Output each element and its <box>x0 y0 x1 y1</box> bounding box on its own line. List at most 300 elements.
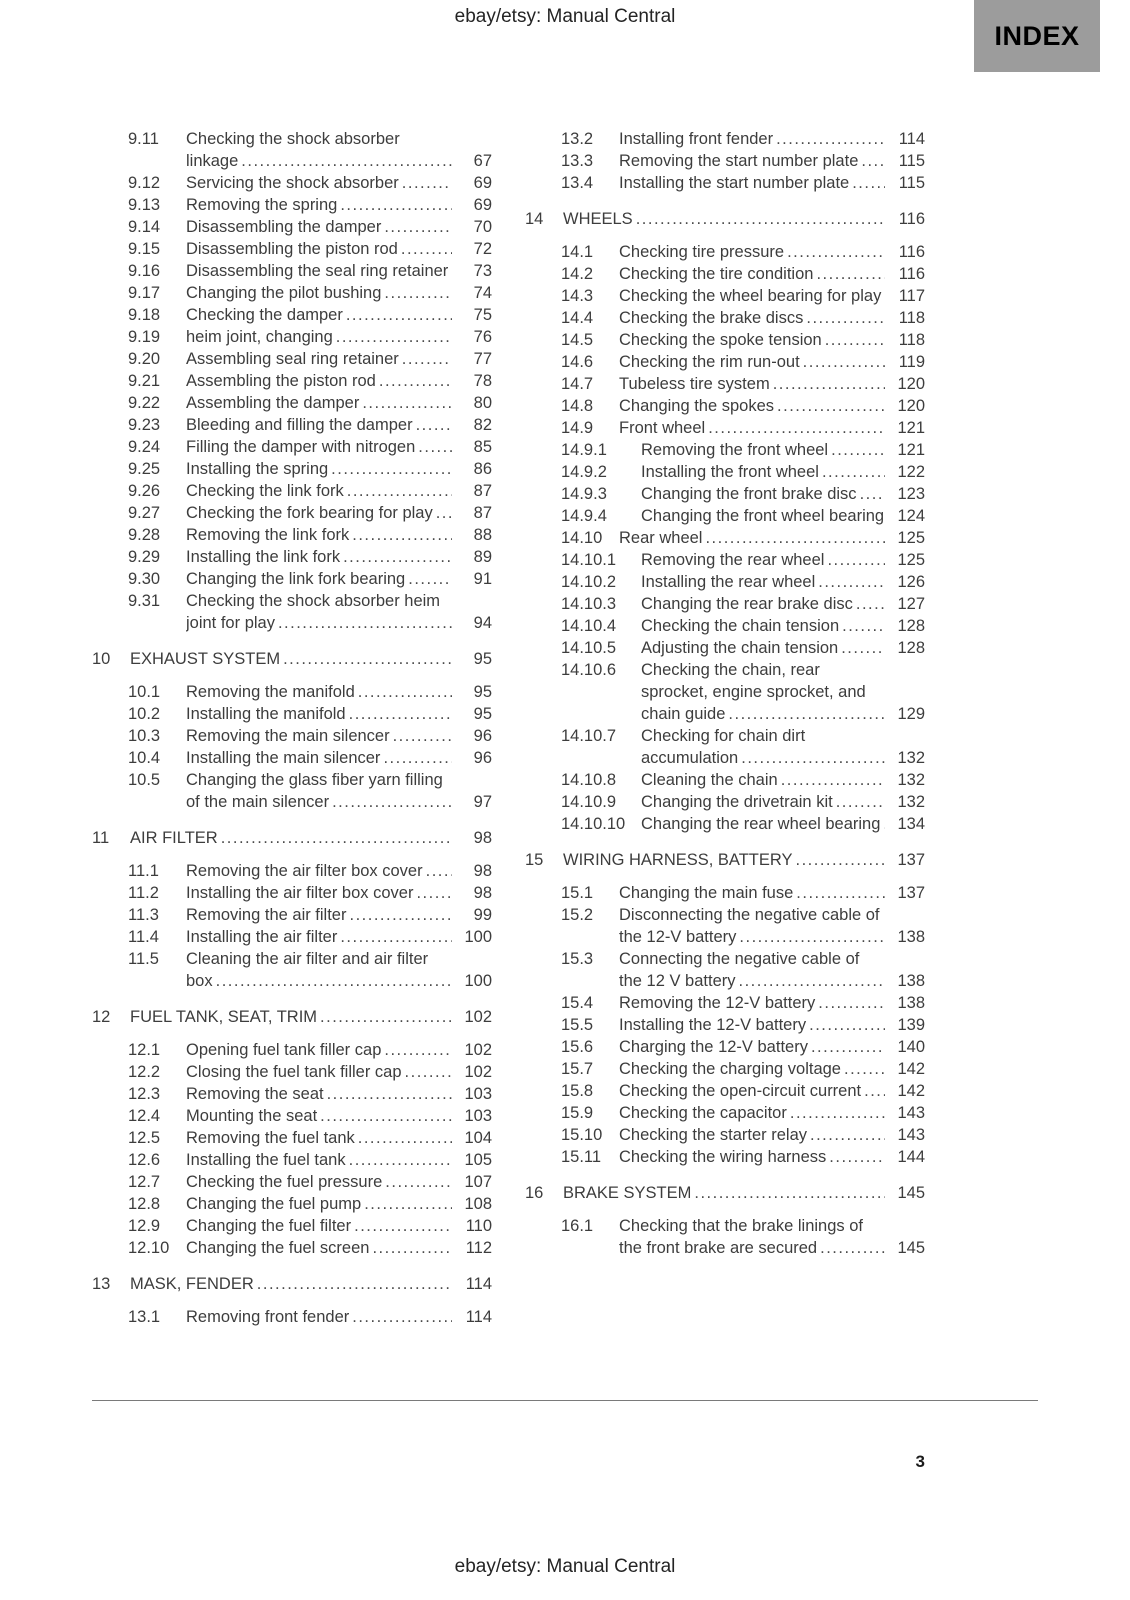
toc-entry-page: 118 <box>898 309 925 327</box>
toc-entry-title: Checking the rim run-out ..... <box>619 351 885 373</box>
toc-entry-row <box>561 307 925 329</box>
toc-entry-number: 9.18 <box>128 306 161 324</box>
toc-entry-title: Checking the shock absorber heim joint for play ..... <box>186 590 452 634</box>
toc-entry-number: 15.9 <box>561 1104 594 1122</box>
toc-entry-row <box>128 370 492 392</box>
toc-entry-number: 14.10.1 <box>561 551 617 569</box>
toc-entry-title: Changing the pilot bushing ..... <box>186 282 452 304</box>
toc-entry-number: 13 <box>92 1275 111 1293</box>
toc-entry-row <box>128 703 492 725</box>
toc-entry-page: 132 <box>897 771 925 789</box>
toc-entry-title: Installing the main silencer ..... <box>186 747 452 769</box>
toc-entry-number: 12.8 <box>128 1195 161 1213</box>
toc-entry-row <box>561 791 925 813</box>
toc-entry-title: Changing the rear wheel bearing ..... <box>641 813 885 835</box>
toc-entry-row <box>128 502 492 524</box>
toc-right-column <box>525 128 925 1328</box>
toc-entry-row <box>128 590 492 634</box>
toc-entry-title: Disassembling the piston rod ..... <box>186 238 452 260</box>
toc-entry-number: 9.15 <box>128 240 161 258</box>
toc-entry-title: Changing the glass fiber yarn filling of the main silencer ..... <box>186 769 452 813</box>
toc-entry-row <box>561 461 925 483</box>
toc-entry-title: Front wheel ..... <box>619 417 885 439</box>
toc-entry-title: Checking the tire condition ..... <box>619 263 885 285</box>
toc-entry-number: 14.9 <box>561 419 594 437</box>
toc-entry-title: Checking the link fork ..... <box>186 480 452 502</box>
toc-entry-title: Checking the damper ..... <box>186 304 452 326</box>
toc-entry-number: 9.16 <box>128 262 161 280</box>
toc-entry-number: 9.28 <box>128 526 161 544</box>
toc-entry-page: 67 <box>473 152 492 170</box>
toc-entry-row <box>561 769 925 791</box>
toc-chapter-row <box>92 648 492 670</box>
toc-entry-page: 134 <box>897 815 925 833</box>
toc-entry-row <box>128 1039 492 1061</box>
toc-entry-number: 15.6 <box>561 1038 594 1056</box>
toc-entry-row <box>128 260 492 282</box>
toc-entry-page: 100 <box>464 972 492 990</box>
toc-entry-page: 102 <box>464 1008 492 1026</box>
toc-entry-row <box>128 882 492 904</box>
toc-entry-title: Removing the rear wheel ..... <box>641 549 885 571</box>
table-of-contents <box>92 128 925 1328</box>
toc-entry-number: 11.4 <box>128 928 159 946</box>
toc-entry-row <box>128 282 492 304</box>
toc-entry-title: Installing the air filter box cover ..... <box>186 882 452 904</box>
toc-entry-row <box>128 304 492 326</box>
toc-entry-page: 95 <box>473 683 492 701</box>
toc-entry-number: 9.17 <box>128 284 161 302</box>
toc-entry-page: 97 <box>473 793 492 811</box>
toc-entry-page: 88 <box>473 526 492 544</box>
toc-entry-page: 98 <box>473 884 492 902</box>
toc-entry-row <box>561 637 925 659</box>
toc-entry-number: 15.3 <box>561 950 594 968</box>
toc-entry-page: 80 <box>473 394 492 412</box>
toc-entry-number: 14.6 <box>561 353 594 371</box>
toc-chapter-row <box>92 827 492 849</box>
toc-entry-row <box>128 1127 492 1149</box>
toc-entry-page: 114 <box>898 130 925 148</box>
toc-entry-row <box>128 1105 492 1127</box>
toc-chapter-row <box>525 208 925 230</box>
toc-entry-page: 139 <box>897 1016 925 1034</box>
toc-entry-row <box>128 458 492 480</box>
toc-entry-page: 143 <box>897 1104 925 1122</box>
toc-entry-number: 14.10 <box>561 529 603 547</box>
toc-entry-page: 128 <box>897 617 925 635</box>
toc-entry-number: 9.30 <box>128 570 161 588</box>
toc-entry-number: 14.10.5 <box>561 639 617 657</box>
toc-entry-row <box>561 659 925 725</box>
toc-entry-number: 14 <box>525 210 544 228</box>
toc-entry-title: Checking the chain, rear sprocket, engine sprocket, and chain guide ..... <box>641 659 885 725</box>
toc-entry-number: 10.4 <box>128 749 161 767</box>
toc-entry-page: 142 <box>897 1060 925 1078</box>
toc-entry-title: Checking the starter relay ..... <box>619 1124 885 1146</box>
toc-entry-row <box>128 524 492 546</box>
toc-entry-page: 98 <box>473 829 492 847</box>
toc-entry-number: 15.5 <box>561 1016 594 1034</box>
toc-entry-page: 87 <box>473 504 492 522</box>
toc-entry-page: 96 <box>473 749 492 767</box>
toc-entry-row <box>128 194 492 216</box>
toc-entry-row <box>561 351 925 373</box>
toc-entry-row <box>128 436 492 458</box>
toc-entry-page: 74 <box>473 284 492 302</box>
toc-entry-title: Assembling seal ring retainer ..... <box>186 348 452 370</box>
toc-entry-row <box>128 480 492 502</box>
toc-entry-title: WIRING HARNESS, BATTERY ..... <box>563 849 885 871</box>
toc-entry-page: 77 <box>473 350 492 368</box>
toc-entry-page: 87 <box>473 482 492 500</box>
toc-entry-page: 69 <box>473 196 492 214</box>
toc-entry-title: Disassembling the seal ring retainer ..... <box>186 260 452 282</box>
toc-entry-page: 125 <box>897 551 925 569</box>
toc-entry-title: Removing the manifold ..... <box>186 681 452 703</box>
toc-entry-number: 12 <box>92 1008 111 1026</box>
toc-entry-page: 144 <box>897 1148 925 1166</box>
toc-entry-page: 98 <box>473 862 492 880</box>
toc-entry-title: Changing the fuel filter ..... <box>186 1215 452 1237</box>
toc-entry-title: Removing the spring ..... <box>186 194 452 216</box>
toc-entry-number: 15.7 <box>561 1060 594 1078</box>
toc-entry-title: Changing the fuel pump ..... <box>186 1193 452 1215</box>
toc-entry-number: 14.5 <box>561 331 594 349</box>
toc-entry-number: 15.10 <box>561 1126 603 1144</box>
toc-entry-row <box>561 1014 925 1036</box>
toc-entry-row <box>561 1080 925 1102</box>
toc-entry-row <box>128 681 492 703</box>
toc-entry-title: MASK, FENDER ..... <box>130 1273 452 1295</box>
toc-entry-row <box>561 882 925 904</box>
toc-entry-row <box>561 150 925 172</box>
toc-entry-page: 91 <box>473 570 492 588</box>
toc-entry-title: Tubeless tire system ..... <box>619 373 885 395</box>
toc-entry-page: 108 <box>464 1195 492 1213</box>
toc-entry-page: 138 <box>897 994 925 1012</box>
toc-entry-row <box>561 527 925 549</box>
toc-entry-title: Checking for chain dirt accumulation ..... <box>641 725 885 769</box>
toc-entry-row <box>561 992 925 1014</box>
toc-entry-row <box>128 172 492 194</box>
toc-entry-number: 14.10.6 <box>561 661 617 679</box>
toc-entry-title: Assembling the damper ..... <box>186 392 452 414</box>
toc-entry-page: 145 <box>897 1184 925 1202</box>
toc-entry-number: 14.9.4 <box>561 507 607 525</box>
toc-entry-page: 124 <box>897 507 925 525</box>
toc-entry-number: 16.1 <box>561 1217 594 1235</box>
toc-entry-row <box>561 1058 925 1080</box>
toc-entry-title: Checking the chain tension ..... <box>641 615 885 637</box>
toc-entry-number: 9.23 <box>128 416 161 434</box>
toc-entry-row <box>561 373 925 395</box>
toc-entry-title: Removing the air filter ..... <box>186 904 452 926</box>
toc-entry-page: 116 <box>898 243 925 261</box>
toc-entry-page: 114 <box>465 1308 492 1326</box>
toc-entry-row <box>128 1083 492 1105</box>
toc-entry-page: 82 <box>473 416 492 434</box>
toc-entry-page: 95 <box>473 650 492 668</box>
toc-entry-row <box>128 1306 492 1328</box>
toc-entry-title: AIR FILTER ..... <box>130 827 452 849</box>
toc-entry-page: 70 <box>473 218 492 236</box>
toc-entry-title: heim joint, changing ..... <box>186 326 452 348</box>
toc-entry-row <box>128 414 492 436</box>
index-tab <box>974 0 1100 72</box>
toc-entry-row <box>128 1215 492 1237</box>
toc-chapter-row <box>525 849 925 871</box>
toc-entry-page: 123 <box>897 485 925 503</box>
toc-entry-page: 137 <box>897 884 925 902</box>
toc-entry-number: 11 <box>92 829 110 847</box>
toc-entry-title: Servicing the shock absorber ..... <box>186 172 452 194</box>
toc-entry-page: 125 <box>897 529 925 547</box>
toc-entry-page: 78 <box>473 372 492 390</box>
toc-entry-number: 14.8 <box>561 397 594 415</box>
toc-entry-number: 15.1 <box>561 884 594 902</box>
toc-entry-number: 9.26 <box>128 482 161 500</box>
toc-entry-page: 95 <box>473 705 492 723</box>
toc-entry-title: Checking the shock absorber linkage ..... <box>186 128 452 172</box>
toc-entry-title: Cleaning the air filter and air filter box ..... <box>186 948 452 992</box>
toc-entry-title: Removing the front wheel ..... <box>641 439 885 461</box>
toc-entry-title: Checking the fuel pressure ..... <box>186 1171 452 1193</box>
toc-entry-number: 15.4 <box>561 994 594 1012</box>
toc-entry-title: Removing front fender ..... <box>186 1306 452 1328</box>
toc-entry-number: 10.5 <box>128 771 161 789</box>
toc-entry-title: Removing the link fork ..... <box>186 524 452 546</box>
toc-entry-row <box>128 238 492 260</box>
toc-entry-number: 14.9.3 <box>561 485 607 503</box>
toc-entry-number: 14.10.4 <box>561 617 617 635</box>
toc-entry-row <box>561 241 925 263</box>
toc-entry-title: Changing the drivetrain kit ..... <box>641 791 885 813</box>
toc-entry-row <box>561 329 925 351</box>
toc-entry-title: Checking the wiring harness ..... <box>619 1146 885 1168</box>
footer-watermark: ebay/etsy: Manual Central <box>454 1556 676 1577</box>
toc-entry-row <box>561 439 925 461</box>
toc-entry-title: Removing the seat ..... <box>186 1083 452 1105</box>
toc-entry-number: 12.1 <box>128 1041 161 1059</box>
toc-entry-number: 14.7 <box>561 375 594 393</box>
toc-entry-number: 9.19 <box>128 328 161 346</box>
toc-entry-number: 9.21 <box>128 372 161 390</box>
toc-entry-page: 103 <box>464 1085 492 1103</box>
toc-entry-page: 115 <box>898 152 925 170</box>
toc-entry-page: 115 <box>898 174 925 192</box>
toc-entry-title: Assembling the piston rod ..... <box>186 370 452 392</box>
toc-entry-page: 85 <box>473 438 492 456</box>
toc-entry-row <box>561 483 925 505</box>
toc-entry-row <box>561 1124 925 1146</box>
toc-entry-page: 118 <box>898 331 925 349</box>
toc-entry-page: 127 <box>897 595 925 613</box>
toc-entry-number: 16 <box>525 1184 544 1202</box>
toc-entry-title: Changing the fuel screen ..... <box>186 1237 452 1259</box>
toc-entry-row <box>128 948 492 992</box>
toc-entry-title: Changing the rear brake disc ..... <box>641 593 885 615</box>
toc-entry-title: Removing the 12-V battery ..... <box>619 992 885 1014</box>
toc-entry-title: Checking the charging voltage ..... <box>619 1058 885 1080</box>
toc-entry-title: Checking the open-circuit current ..... <box>619 1080 885 1102</box>
toc-entry-row <box>561 813 925 835</box>
toc-entry-row <box>128 1061 492 1083</box>
toc-entry-number: 14.10.10 <box>561 815 626 833</box>
toc-entry-number: 9.11 <box>128 130 159 148</box>
toc-entry-page: 120 <box>897 397 925 415</box>
toc-entry-page: 137 <box>897 851 925 869</box>
toc-entry-page: 126 <box>897 573 925 591</box>
toc-entry-number: 10.3 <box>128 727 161 745</box>
toc-entry-page: 129 <box>897 705 925 723</box>
toc-entry-page: 116 <box>898 265 925 283</box>
toc-entry-title: Checking the capacitor ..... <box>619 1102 885 1124</box>
toc-entry-page: 110 <box>465 1217 492 1235</box>
toc-entry-title: Installing the rear wheel ..... <box>641 571 885 593</box>
toc-entry-row <box>561 395 925 417</box>
toc-entry-number: 9.25 <box>128 460 161 478</box>
toc-entry-row <box>128 725 492 747</box>
toc-entry-row <box>561 549 925 571</box>
toc-entry-row <box>128 1193 492 1215</box>
toc-entry-number: 11.1 <box>128 862 159 880</box>
toc-entry-title: Charging the 12-V battery ..... <box>619 1036 885 1058</box>
toc-entry-number: 14.4 <box>561 309 594 327</box>
toc-entry-row <box>561 1102 925 1124</box>
toc-entry-row <box>128 904 492 926</box>
toc-entry-row <box>128 747 492 769</box>
toc-entry-row <box>128 568 492 590</box>
toc-entry-page: 138 <box>897 928 925 946</box>
index-tab-label: INDEX <box>994 20 1080 51</box>
toc-entry-row <box>128 216 492 238</box>
toc-entry-row <box>128 348 492 370</box>
toc-entry-title: FUEL TANK, SEAT, TRIM ..... <box>130 1006 452 1028</box>
toc-entry-number: 11.5 <box>128 950 159 968</box>
toc-entry-page: 104 <box>464 1129 492 1147</box>
toc-entry-number: 15 <box>525 851 544 869</box>
toc-entry-page: 132 <box>897 793 925 811</box>
toc-entry-number: 13.3 <box>561 152 594 170</box>
toc-entry-title: Cleaning the chain ..... <box>641 769 885 791</box>
toc-entry-number: 14.9.2 <box>561 463 607 481</box>
toc-entry-number: 11.3 <box>128 906 159 924</box>
header-watermark: ebay/etsy: Manual Central <box>454 6 676 27</box>
toc-entry-number: 12.4 <box>128 1107 161 1125</box>
toc-entry-number: 9.20 <box>128 350 161 368</box>
toc-entry-number: 9.12 <box>128 174 161 192</box>
toc-entry-page: 145 <box>897 1239 925 1257</box>
toc-entry-number: 12.6 <box>128 1151 161 1169</box>
toc-entry-number: 11.2 <box>128 884 159 902</box>
toc-entry-row <box>128 392 492 414</box>
toc-entry-title: Removing the main silencer ..... <box>186 725 452 747</box>
toc-entry-number: 14.10.7 <box>561 727 617 745</box>
toc-entry-row <box>128 326 492 348</box>
footer-divider <box>92 1400 1038 1401</box>
toc-entry-title: Checking the brake discs ..... <box>619 307 885 329</box>
toc-entry-page: 105 <box>464 1151 492 1169</box>
toc-entry-title: Connecting the negative cable of the 12 V battery ..... <box>619 948 885 992</box>
page-number: 3 <box>915 1452 925 1471</box>
toc-entry-title: Checking the spoke tension ..... <box>619 329 885 351</box>
toc-entry-number: 13.2 <box>561 130 594 148</box>
toc-chapter-row <box>92 1273 492 1295</box>
toc-entry-page: 86 <box>473 460 492 478</box>
toc-entry-title: BRAKE SYSTEM ..... <box>563 1182 885 1204</box>
toc-entry-row <box>128 860 492 882</box>
toc-entry-row <box>561 263 925 285</box>
toc-entry-row <box>128 1171 492 1193</box>
toc-entry-page: 140 <box>897 1038 925 1056</box>
toc-entry-page: 102 <box>464 1063 492 1081</box>
toc-entry-number: 15.11 <box>561 1148 602 1166</box>
toc-entry-page: 121 <box>897 419 925 437</box>
toc-entry-number: 14.10.2 <box>561 573 617 591</box>
toc-entry-title: Changing the front brake disc ..... <box>641 483 885 505</box>
toc-entry-page: 75 <box>473 306 492 324</box>
toc-entry-title: Adjusting the chain tension ..... <box>641 637 885 659</box>
toc-entry-page: 128 <box>897 639 925 657</box>
toc-entry-title: Changing the spokes ..... <box>619 395 885 417</box>
toc-entry-number: 9.29 <box>128 548 161 566</box>
toc-entry-title: Disassembling the damper ..... <box>186 216 452 238</box>
toc-entry-page: 100 <box>464 928 492 946</box>
toc-entry-title: Installing the start number plate ..... <box>619 172 885 194</box>
toc-entry-number: 14.10.9 <box>561 793 617 811</box>
toc-entry-title: Changing the main fuse ..... <box>619 882 885 904</box>
toc-entry-page: 132 <box>897 749 925 767</box>
toc-entry-title: WHEELS ..... <box>563 208 885 230</box>
toc-entry-page: 120 <box>897 375 925 393</box>
toc-entry-number: 12.10 <box>128 1239 170 1257</box>
toc-entry-row <box>128 546 492 568</box>
toc-entry-page: 112 <box>465 1239 492 1257</box>
toc-entry-number: 12.5 <box>128 1129 161 1147</box>
toc-entry-row <box>561 128 925 150</box>
toc-entry-title: Installing the 12-V battery ..... <box>619 1014 885 1036</box>
toc-entry-title: Mounting the seat ..... <box>186 1105 452 1127</box>
toc-entry-number: 14.10.3 <box>561 595 617 613</box>
toc-entry-row <box>561 1036 925 1058</box>
toc-entry-row <box>561 1146 925 1168</box>
toc-entry-title: Changing the front wheel bearing ..... <box>641 505 885 527</box>
toc-entry-page: 96 <box>473 727 492 745</box>
toc-entry-title: Installing the link fork ..... <box>186 546 452 568</box>
toc-entry-title: Installing the air filter ..... <box>186 926 452 948</box>
toc-entry-number: 14.3 <box>561 287 594 305</box>
toc-entry-number: 9.22 <box>128 394 161 412</box>
toc-entry-number: 12.3 <box>128 1085 161 1103</box>
toc-entry-page: 142 <box>897 1082 925 1100</box>
toc-entry-row <box>561 571 925 593</box>
toc-entry-number: 9.27 <box>128 504 161 522</box>
toc-chapter-row <box>525 1182 925 1204</box>
toc-entry-title: EXHAUST SYSTEM ..... <box>130 648 452 670</box>
toc-entry-row <box>561 593 925 615</box>
toc-entry-page: 116 <box>898 210 925 228</box>
toc-entry-page: 107 <box>464 1173 492 1191</box>
toc-entry-number: 10.1 <box>128 683 161 701</box>
toc-entry-row <box>561 1215 925 1259</box>
toc-entry-row <box>128 769 492 813</box>
toc-entry-page: 69 <box>473 174 492 192</box>
toc-entry-title: Opening fuel tank filler cap ..... <box>186 1039 452 1061</box>
toc-entry-number: 13.1 <box>128 1308 161 1326</box>
toc-entry-title: Checking the wheel bearing for play ..... <box>619 285 885 307</box>
toc-entry-title: Checking that the brake linings of the front brake are secured ..... <box>619 1215 885 1259</box>
